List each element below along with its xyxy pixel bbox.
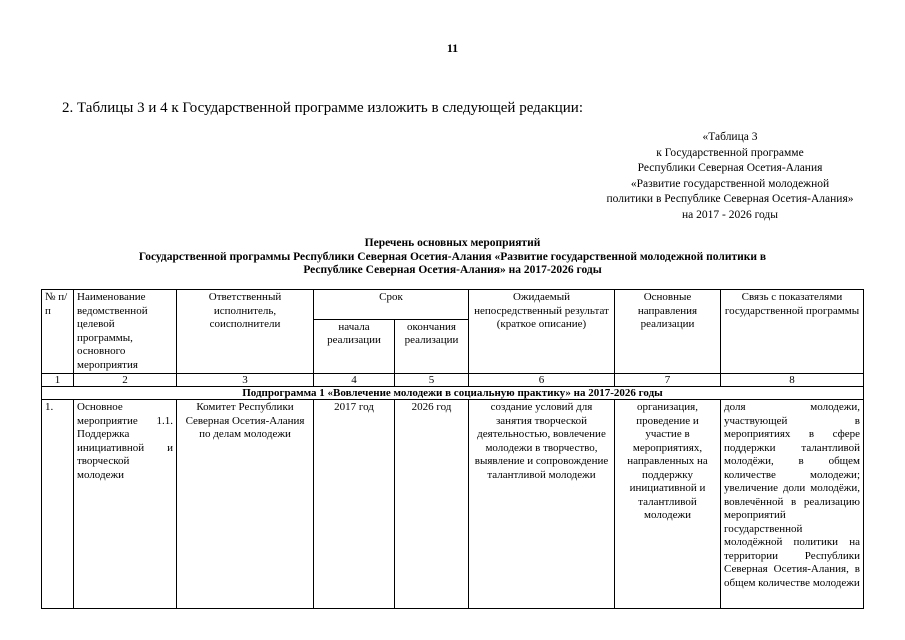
caption-line: «Развитие государственной молодежной (630, 177, 830, 190)
caption-line: политики в Республике Северная Осетия-Алания» (606, 193, 854, 205)
column-number: 8 (721, 374, 864, 387)
title-line: Республике Северная Осетия-Алания» на 2017-2026 годы (303, 264, 602, 276)
column-number: 5 (395, 374, 469, 387)
page-number: 11 (446, 41, 459, 55)
header-start: начала реализации (314, 319, 395, 373)
column-number: 3 (177, 374, 314, 387)
row-start: 2017 год (314, 400, 395, 609)
title-line: Перечень основных мероприятий (364, 237, 541, 249)
header-row (42, 290, 864, 320)
row-end: 2026 год (395, 400, 469, 609)
column-number-row (42, 374, 864, 387)
table-caption-block (590, 130, 870, 223)
row-name: Основное мероприятие 1.1. Поддержка инициативной и творческой молодежи (74, 400, 177, 609)
header-name: Наименование ведомственной целевой программы, основного мероприятия (74, 290, 177, 374)
column-number: 1 (42, 374, 74, 387)
header-end: окончания реализации (395, 319, 469, 373)
column-number: 2 (74, 374, 177, 387)
intro-paragraph: 2. Таблицы 3 и 4 к Государственной программе изложить в следующей редакции: (62, 100, 583, 116)
row-result: создание условий для занятия творческой деятельностью, вовлечение молодежи в творчество, выявление и сопровождение талантливой молодежи (469, 400, 615, 609)
header-directions: Основные направления реализации (615, 290, 721, 374)
row-link: доля молодежи, участвующей в мероприятиях в сфере поддержки талантливой молодёжи, в общем количестве молодежи; увеличение доли молодёжи, вовлечённой в реализацию мероприятий государственной молодёжной политики на территории Республики Северная Осетия-Алания, в общем количестве молодежи (721, 400, 864, 609)
caption-line: к Государственной программе (656, 146, 804, 159)
row-executor: Комитет Республики Северная Осетия-Алания по делам молодежи (177, 400, 314, 609)
row-directions: организация, проведение и участие в мероприятиях, направленных на поддержку инициативной и талантливой молодежи (615, 400, 721, 609)
header-link: Связь с показателями государственной программы (721, 290, 864, 374)
table-row (42, 400, 864, 609)
header-result: Ожидаемый непосредственный результат (краткое описание) (469, 290, 615, 374)
title-line: Государственной программы Республики Северная Осетия-Алания «Развитие государственной молодежной политики в (138, 250, 767, 263)
header-num: № п/п (42, 290, 74, 374)
column-number: 4 (314, 374, 395, 387)
caption-line: «Таблица 3 (702, 131, 758, 143)
column-number: 7 (615, 374, 721, 387)
caption-line: на 2017 - 2026 годы (681, 208, 778, 221)
subprogram-row (42, 387, 864, 400)
subprogram-title: Подпрограмма 1 «Вовлечение молодежи в социальную практику» на 2017-2026 годы (42, 387, 864, 400)
caption-line: Республики Северная Осетия-Алания (637, 162, 823, 174)
row-num: 1. (42, 400, 74, 609)
header-term: Срок (314, 290, 469, 320)
measures-table (41, 289, 864, 609)
header-executor: Ответственный исполнитель, соисполнители (177, 290, 314, 374)
column-number: 6 (469, 374, 615, 387)
table-title (80, 237, 825, 278)
